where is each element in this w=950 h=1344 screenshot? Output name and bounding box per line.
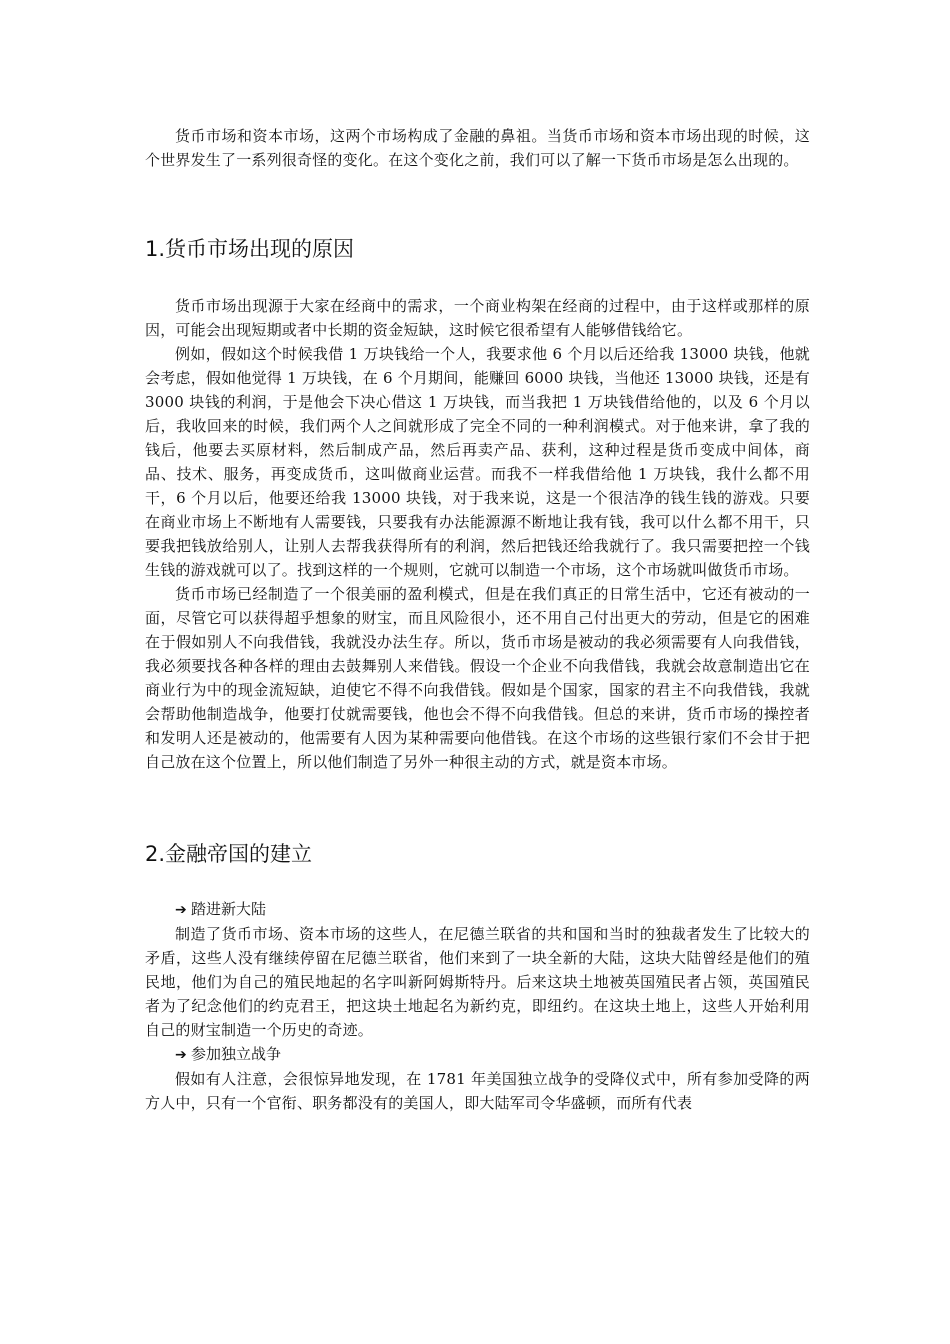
subheading-independence-war xyxy=(145,1042,810,1067)
document-page xyxy=(145,124,810,1115)
section-2-paragraph-2: 假如有人注意，会很惊异地发现，在 1781 年美国独立战争的受降仪式中，所有参加受降的两方人中，只有一个官衔、职务都没有的美国人，即大陆军司令华盛顿，而所有代表 xyxy=(145,1070,810,1112)
section-1-heading: 1.货币市场出现的原因 xyxy=(145,237,355,261)
arrow-right-icon: ➔ xyxy=(175,902,187,918)
section-1-heading-wrap xyxy=(145,234,810,264)
arrow-right-icon: ➔ xyxy=(175,1047,187,1063)
section-1-paragraph-2: 例如，假如这个时候我借 1 万块钱给一个人，我要求他 6 个月以后还给我 13000 块钱，他就会考虑，假如他觉得 1 万块钱，在 6 个月期间，能赚回 6000 块钱，当他还 13000 块钱，还是有 3000 块钱的利润，于是他会下决心借这 1 万块钱，而当我把 1 万块钱借给他的，以及 6 个月以后，我收回来的时候，我们两个人之间就形成了完全不同的一种利润模式。对于他来讲，拿了我的钱后，他要去买原材料，然后制成产品，然后再卖产品、获利，这种过程是货币变成中间体，商品、技术、服务，再变成货币，这叫做商业运营。而我不一样我借给他 1 万块钱，我什么都不用干，6 个月以后，他要还给我 13000 块钱，对于我来说，这是一个很洁净的钱生钱的游戏。只要在商业市场上不断地有人需要钱，只要我有办法能源源不断地让我有钱，我可以什么都不用干，只要我把钱放给别人，让别人去帮我获得所有的利润，然后把钱还给我就行了。我只需要把控一个钱生钱的游戏就可以了。找到这样的一个规则，它就可以制造一个市场，这个市场就叫做货币市场。 xyxy=(145,345,810,579)
section-1-paragraph-3: 货币市场已经制造了一个很美丽的盈利模式，但是在我们真正的日常生活中，它还有被动的一面，尽管它可以获得超乎想象的财宝，而且风险很小，还不用自己付出更大的劳动，但是它的困难在于假如别人不向我借钱，我就没办法生存。所以，货币市场是被动的我必须需要有人向我借钱，我必须要找各种各样的理由去鼓舞别人来借钱。假设一个企业不向我借钱，我就会故意制造出它在商业行为中的现金流短缺，迫使它不得不向我借钱。假如是个国家，国家的君主不向我借钱，我就会帮助他制造战争，他要打仗就需要钱，他也会不得不向我借钱。但总的来讲，货币市场的操控者和发明人还是被动的，他需要有人因为某种需要向他借钱。在这个市场的这些银行家们不会甘于把自己放在这个位置上，所以他们制造了另外一种很主动的方式，就是资本市场。 xyxy=(145,585,810,771)
section-1-paragraph-1: 货币市场出现源于大家在经商中的需求，一个商业构架在经商的过程中，由于这样或那样的原因，可能会出现短期或者中长期的资金短缺，这时候它很希望有人能够借钱给它。 xyxy=(145,297,810,339)
section-2-heading-wrap xyxy=(145,839,810,869)
subheading-new-continent-label: 踏进新大陆 xyxy=(191,900,267,918)
intro-paragraph: 货币市场和资本市场，这两个市场构成了金融的鼻祖。当货币市场和资本市场出现的时候，这个世界发生了一系列很奇怪的变化。在这个变化之前，我们可以了解一下货币市场是怎么出现的。 xyxy=(145,127,810,169)
subheading-independence-war-label: 参加独立战争 xyxy=(191,1045,282,1063)
section-2-heading: 2.金融帝国的建立 xyxy=(145,842,313,866)
section-2-paragraph-1: 制造了货币市场、资本市场的这些人，在尼德兰联省的共和国和当时的独裁者发生了比较大的矛盾，这些人没有继续停留在尼德兰联省，他们来到了一块全新的大陆，这块大陆曾经是他们的殖民地，他们为自己的殖民地起的名字叫新阿姆斯特丹。后来这块土地被英国殖民者占领，英国殖民者为了纪念他们的约克君王，把这块土地起名为新约克，即纽约。在这块土地上，这些人开始利用自己的财宝制造一个历史的奇迹。 xyxy=(145,925,810,1039)
subheading-new-continent xyxy=(145,897,810,922)
